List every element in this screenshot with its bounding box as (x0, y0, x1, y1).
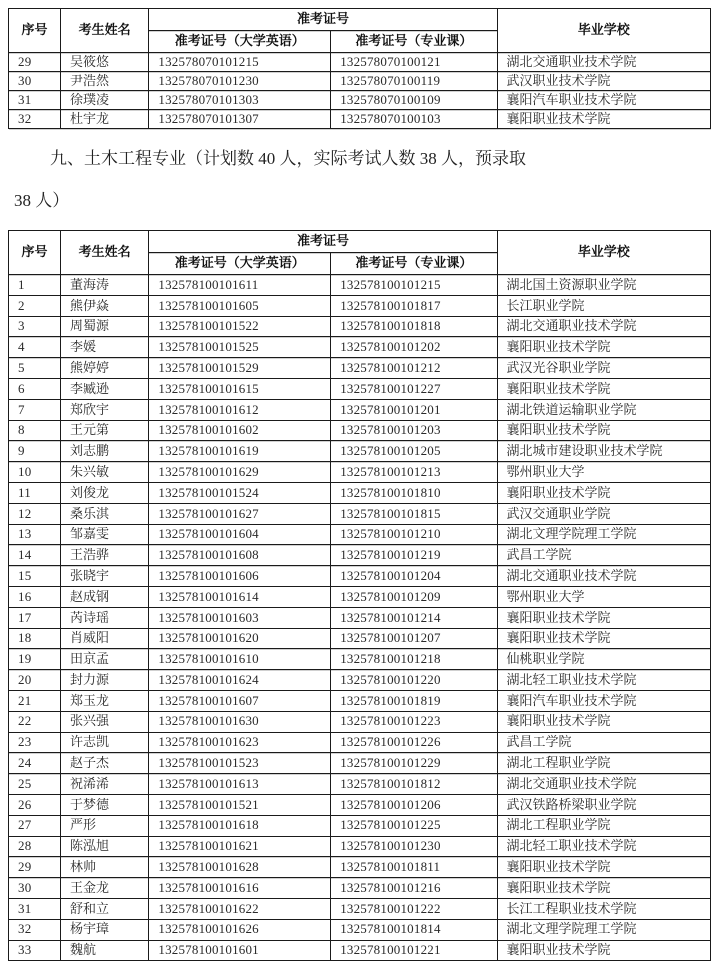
table-row (9, 110, 711, 129)
table-row (9, 316, 711, 337)
cell-school: 襄阳职业技术学院 (497, 482, 710, 503)
cell-school: 湖北文理学院理工学院 (497, 524, 710, 545)
cell-no: 15 (9, 566, 61, 587)
cell-ticket-english: 132578100101613 (149, 774, 331, 795)
cell-no: 22 (9, 711, 61, 732)
cell-name: 祝浠浠 (60, 774, 148, 795)
table-row (9, 378, 711, 399)
cell-school: 襄阳职业技术学院 (497, 628, 710, 649)
cell-ticket-major: 132578100101220 (331, 670, 497, 691)
table-row (9, 607, 711, 628)
cell-no: 26 (9, 794, 61, 815)
cell-ticket-english: 132578100101603 (149, 607, 331, 628)
table-row (9, 462, 711, 483)
table-row (9, 628, 711, 649)
table-row (9, 420, 711, 441)
column-header-school: 毕业学校 (497, 9, 710, 53)
cell-school: 鄂州职业大学 (497, 586, 710, 607)
cell-school: 湖北城市建设职业技术学院 (497, 441, 710, 462)
cell-school: 襄阳职业技术学院 (497, 857, 710, 878)
cell-ticket-major: 132578100101209 (331, 586, 497, 607)
cell-school: 湖北轻工职业技术学院 (497, 670, 710, 691)
table-row (9, 815, 711, 836)
column-header-ticket-english: 准考证号（大学英语） (149, 253, 331, 275)
cell-no: 21 (9, 690, 61, 711)
cell-school: 湖北交通职业技术学院 (497, 566, 710, 587)
candidate-table-previous-section (8, 8, 711, 129)
cell-ticket-english: 132578070101230 (149, 72, 331, 91)
candidate-table-civil-engineering (8, 230, 711, 961)
cell-ticket-english: 132578100101529 (149, 358, 331, 379)
cell-name: 朱兴敏 (60, 462, 148, 483)
cell-name: 刘俊龙 (60, 482, 148, 503)
cell-school: 武汉铁路桥梁职业学院 (497, 794, 710, 815)
cell-name: 吴筱悠 (60, 53, 148, 72)
cell-name: 王元第 (60, 420, 148, 441)
table-row (9, 919, 711, 940)
cell-ticket-major: 132578100101216 (331, 878, 497, 899)
cell-school: 襄阳职业技术学院 (497, 711, 710, 732)
cell-no: 10 (9, 462, 61, 483)
table-row (9, 524, 711, 545)
table-row (9, 482, 711, 503)
cell-school: 襄阳职业技术学院 (497, 878, 710, 899)
cell-ticket-major: 132578100101817 (331, 295, 497, 316)
cell-ticket-english: 132578070101303 (149, 91, 331, 110)
cell-no: 31 (9, 898, 61, 919)
cell-no: 25 (9, 774, 61, 795)
column-header-name: 考生姓名 (60, 231, 148, 275)
cell-no: 28 (9, 836, 61, 857)
cell-ticket-english: 132578100101615 (149, 378, 331, 399)
cell-school: 湖北铁道运输职业学院 (497, 399, 710, 420)
cell-no: 29 (9, 53, 61, 72)
cell-no: 20 (9, 670, 61, 691)
table-row (9, 586, 711, 607)
cell-ticket-english: 132578100101614 (149, 586, 331, 607)
cell-name: 熊婷婷 (60, 358, 148, 379)
cell-no: 32 (9, 919, 61, 940)
cell-no: 27 (9, 815, 61, 836)
cell-ticket-major: 132578100101229 (331, 753, 497, 774)
cell-name: 尹浩然 (60, 72, 148, 91)
cell-ticket-english: 132578100101521 (149, 794, 331, 815)
cell-ticket-english: 132578100101630 (149, 711, 331, 732)
cell-no: 12 (9, 503, 61, 524)
cell-ticket-major: 132578070100103 (331, 110, 497, 129)
table-row (9, 295, 711, 316)
cell-school: 襄阳职业技术学院 (497, 607, 710, 628)
column-header-name: 考生姓名 (60, 9, 148, 53)
table-row (9, 878, 711, 899)
table-row (9, 91, 711, 110)
cell-school: 武昌工学院 (497, 732, 710, 753)
cell-no: 33 (9, 940, 61, 961)
cell-name: 张晓宇 (60, 566, 148, 587)
cell-ticket-major: 132578100101215 (331, 275, 497, 296)
cell-name: 肖威阳 (60, 628, 148, 649)
column-header-ticket-major: 准考证号（专业课） (331, 253, 497, 275)
cell-ticket-english: 132578070101215 (149, 53, 331, 72)
cell-ticket-english: 132578100101627 (149, 503, 331, 524)
cell-ticket-major: 132578100101203 (331, 420, 497, 441)
cell-school: 鄂州职业大学 (497, 462, 710, 483)
cell-ticket-english: 132578100101608 (149, 545, 331, 566)
cell-name: 陈泓旭 (60, 836, 148, 857)
cell-name: 李臧逊 (60, 378, 148, 399)
table-row (9, 566, 711, 587)
cell-ticket-major: 132578070100109 (331, 91, 497, 110)
table-row (9, 857, 711, 878)
cell-no: 3 (9, 316, 61, 337)
table-row (9, 774, 711, 795)
column-header-school: 毕业学校 (497, 231, 710, 275)
cell-no: 31 (9, 91, 61, 110)
cell-ticket-english: 132578100101601 (149, 940, 331, 961)
cell-no: 9 (9, 441, 61, 462)
cell-name: 邹嘉雯 (60, 524, 148, 545)
section-heading-line2: 38 人） (14, 191, 70, 210)
cell-no: 5 (9, 358, 61, 379)
cell-no: 11 (9, 482, 61, 503)
cell-ticket-english: 132578100101612 (149, 399, 331, 420)
table-row (9, 794, 711, 815)
table-row (9, 72, 711, 91)
cell-ticket-english: 132578100101610 (149, 649, 331, 670)
cell-name: 周蜀源 (60, 316, 148, 337)
cell-no: 14 (9, 545, 61, 566)
cell-school: 武昌工学院 (497, 545, 710, 566)
cell-ticket-major: 132578100101204 (331, 566, 497, 587)
cell-school: 湖北轻工职业技术学院 (497, 836, 710, 857)
cell-ticket-major: 132578070100121 (331, 53, 497, 72)
table-row (9, 399, 711, 420)
cell-name: 桑乐淇 (60, 503, 148, 524)
cell-ticket-major: 132578100101227 (331, 378, 497, 399)
cell-name: 董海涛 (60, 275, 148, 296)
table-row (9, 358, 711, 379)
cell-ticket-english: 132578100101624 (149, 670, 331, 691)
cell-school: 仙桃职业学院 (497, 649, 710, 670)
cell-no: 24 (9, 753, 61, 774)
cell-name: 刘志鹏 (60, 441, 148, 462)
cell-no: 30 (9, 878, 61, 899)
cell-name: 杨宇璋 (60, 919, 148, 940)
cell-ticket-major: 132578100101221 (331, 940, 497, 961)
cell-school: 武汉光谷职业学院 (497, 358, 710, 379)
cell-ticket-major: 132578100101206 (331, 794, 497, 815)
table-row (9, 711, 711, 732)
cell-no: 32 (9, 110, 61, 129)
table-row (9, 732, 711, 753)
cell-ticket-english: 132578100101618 (149, 815, 331, 836)
cell-no: 30 (9, 72, 61, 91)
cell-ticket-english: 132578100101628 (149, 857, 331, 878)
cell-ticket-english: 132578100101525 (149, 337, 331, 358)
table-row (9, 337, 711, 358)
cell-ticket-english: 132578100101523 (149, 753, 331, 774)
cell-ticket-major: 132578100101810 (331, 482, 497, 503)
cell-name: 张兴强 (60, 711, 148, 732)
cell-no: 4 (9, 337, 61, 358)
cell-name: 熊伊焱 (60, 295, 148, 316)
cell-name: 郑玉龙 (60, 690, 148, 711)
cell-ticket-english: 132578100101611 (149, 275, 331, 296)
cell-ticket-english: 132578100101522 (149, 316, 331, 337)
cell-no: 29 (9, 857, 61, 878)
table-row (9, 545, 711, 566)
cell-school: 湖北工程职业学院 (497, 815, 710, 836)
cell-no: 16 (9, 586, 61, 607)
cell-ticket-english: 132578100101605 (149, 295, 331, 316)
cell-school: 襄阳职业技术学院 (497, 110, 710, 129)
cell-ticket-major: 132578100101223 (331, 711, 497, 732)
cell-name: 李媛 (60, 337, 148, 358)
cell-name: 郑欣宇 (60, 399, 148, 420)
cell-school: 襄阳汽车职业技术学院 (497, 91, 710, 110)
cell-name: 赵子杰 (60, 753, 148, 774)
column-header-ticket-group: 准考证号 (149, 231, 497, 253)
cell-name: 魏航 (60, 940, 148, 961)
cell-ticket-major: 132578100101218 (331, 649, 497, 670)
table-row (9, 275, 711, 296)
cell-name: 封力源 (60, 670, 148, 691)
cell-ticket-english: 132578070101307 (149, 110, 331, 129)
cell-ticket-english: 132578100101629 (149, 462, 331, 483)
cell-no: 23 (9, 732, 61, 753)
cell-school: 襄阳职业技术学院 (497, 420, 710, 441)
cell-no: 13 (9, 524, 61, 545)
cell-school: 武汉交通职业学院 (497, 503, 710, 524)
cell-name: 舒和立 (60, 898, 148, 919)
cell-ticket-major: 132578100101201 (331, 399, 497, 420)
cell-ticket-english: 132578100101619 (149, 441, 331, 462)
cell-name: 田京孟 (60, 649, 148, 670)
cell-ticket-major: 132578100101819 (331, 690, 497, 711)
cell-ticket-major: 132578100101222 (331, 898, 497, 919)
cell-ticket-major: 132578100101212 (331, 358, 497, 379)
table-row (9, 836, 711, 857)
table-header (9, 231, 711, 275)
cell-ticket-english: 132578100101604 (149, 524, 331, 545)
cell-ticket-major: 132578100101205 (331, 441, 497, 462)
table-row (9, 53, 711, 72)
cell-ticket-english: 132578100101606 (149, 566, 331, 587)
cell-ticket-major: 132578100101219 (331, 545, 497, 566)
cell-school: 湖北交通职业技术学院 (497, 316, 710, 337)
cell-ticket-major: 132578100101210 (331, 524, 497, 545)
cell-ticket-english: 132578100101622 (149, 898, 331, 919)
cell-ticket-english: 132578100101623 (149, 732, 331, 753)
cell-ticket-english: 132578100101626 (149, 919, 331, 940)
column-header-no: 序号 (9, 231, 61, 275)
cell-ticket-english: 132578100101620 (149, 628, 331, 649)
cell-ticket-english: 132578100101616 (149, 878, 331, 899)
cell-name: 王金龙 (60, 878, 148, 899)
table-row (9, 441, 711, 462)
cell-no: 1 (9, 275, 61, 296)
cell-school: 襄阳职业技术学院 (497, 378, 710, 399)
cell-ticket-major: 132578100101230 (331, 836, 497, 857)
cell-ticket-major: 132578100101213 (331, 462, 497, 483)
cell-name: 芮诗瑶 (60, 607, 148, 628)
cell-ticket-english: 132578100101524 (149, 482, 331, 503)
cell-ticket-major: 132578100101202 (331, 337, 497, 358)
cell-name: 林帅 (60, 857, 148, 878)
cell-name: 杜宇龙 (60, 110, 148, 129)
cell-no: 7 (9, 399, 61, 420)
cell-school: 襄阳汽车职业技术学院 (497, 690, 710, 711)
table-row (9, 898, 711, 919)
cell-ticket-major: 132578070100119 (331, 72, 497, 91)
cell-school: 长江职业学院 (497, 295, 710, 316)
cell-no: 19 (9, 649, 61, 670)
table-row (9, 690, 711, 711)
cell-school: 武汉职业技术学院 (497, 72, 710, 91)
cell-name: 徐璞凌 (60, 91, 148, 110)
cell-name: 于梦德 (60, 794, 148, 815)
cell-ticket-major: 132578100101815 (331, 503, 497, 524)
cell-school: 湖北文理学院理工学院 (497, 919, 710, 940)
cell-school: 襄阳职业技术学院 (497, 940, 710, 961)
cell-ticket-english: 132578100101621 (149, 836, 331, 857)
cell-school: 湖北交通职业技术学院 (497, 53, 710, 72)
cell-school: 湖北工程职业学院 (497, 753, 710, 774)
cell-ticket-major: 132578100101818 (331, 316, 497, 337)
section-heading (8, 129, 711, 230)
cell-ticket-english: 132578100101607 (149, 690, 331, 711)
cell-ticket-major: 132578100101226 (331, 732, 497, 753)
section-heading-line1: 九、土木工程专业（计划数 40 人，实际考试人数 38 人，预录取 (50, 149, 526, 168)
cell-name: 许志凯 (60, 732, 148, 753)
cell-no: 18 (9, 628, 61, 649)
cell-school: 湖北国土资源职业学院 (497, 275, 710, 296)
cell-no: 8 (9, 420, 61, 441)
cell-school: 长江工程职业技术学院 (497, 898, 710, 919)
cell-name: 王浩骅 (60, 545, 148, 566)
table-row (9, 503, 711, 524)
cell-school: 襄阳职业技术学院 (497, 337, 710, 358)
cell-ticket-major: 132578100101814 (331, 919, 497, 940)
cell-ticket-major: 132578100101812 (331, 774, 497, 795)
table-row (9, 753, 711, 774)
table-header (9, 9, 711, 53)
cell-ticket-major: 132578100101811 (331, 857, 497, 878)
column-header-ticket-major: 准考证号（专业课） (331, 31, 497, 53)
cell-ticket-major: 132578100101214 (331, 607, 497, 628)
table-row (9, 670, 711, 691)
column-header-ticket-group: 准考证号 (149, 9, 497, 31)
cell-no: 17 (9, 607, 61, 628)
cell-ticket-major: 132578100101225 (331, 815, 497, 836)
table-row (9, 649, 711, 670)
table-row (9, 940, 711, 961)
cell-no: 6 (9, 378, 61, 399)
cell-name: 严形 (60, 815, 148, 836)
column-header-ticket-english: 准考证号（大学英语） (149, 31, 331, 53)
cell-ticket-major: 132578100101207 (331, 628, 497, 649)
cell-school: 湖北交通职业技术学院 (497, 774, 710, 795)
column-header-no: 序号 (9, 9, 61, 53)
cell-name: 赵成钢 (60, 586, 148, 607)
cell-ticket-english: 132578100101602 (149, 420, 331, 441)
cell-no: 2 (9, 295, 61, 316)
